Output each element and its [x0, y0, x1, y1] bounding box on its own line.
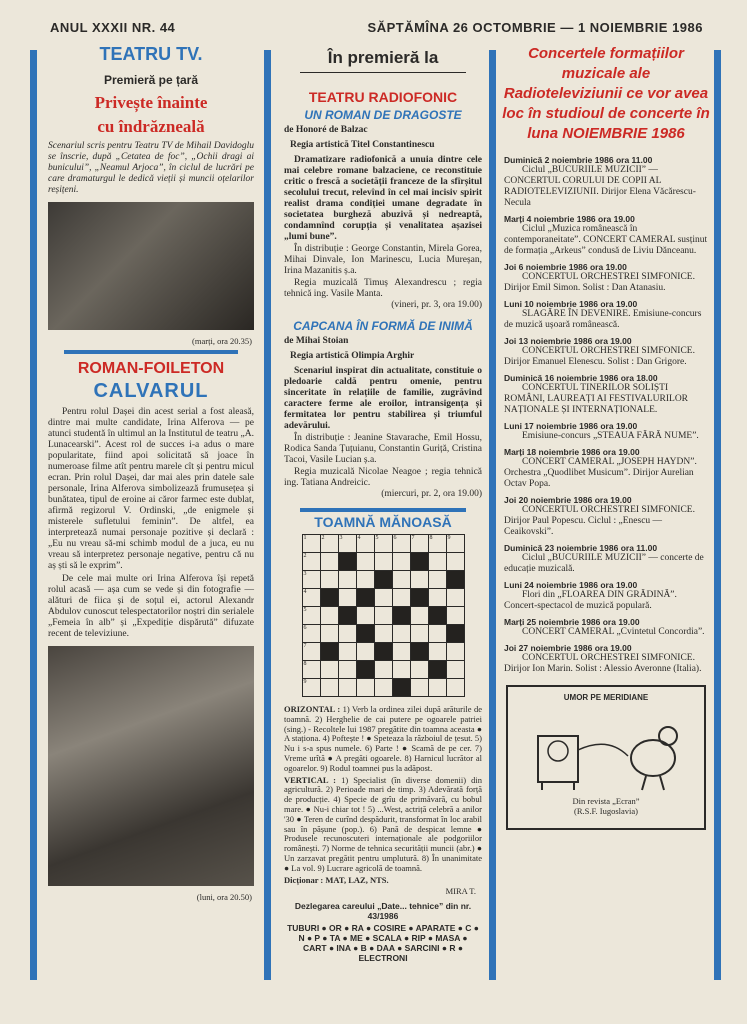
across-clues: 1) Verb la ordinea zilei după arăturile de toamnă. 2) Herghelie de cai putere pe ogoarele patriei (sing.) - Recoltele lui 1987 pregătite din toamna aceasta ● A staționa. 4) Poftește ! ● Speteaza la războiul de țesut. 5) Nu i s-a spus numele. 6) Parte ! ● Scamă de pe cer. 7) Vreme urîtă ● A pregăti ogoarele. 8) Harnicul lucrător al ogoarelor. 9) Rodul toamnei pus la adăpost.: [284, 704, 482, 773]
crossword-grid: 1 2 3 4 5 6 7 8 9 2 3 4 5 6 7 8 9: [302, 534, 465, 697]
play1-author: de Honoré de Balzac: [284, 125, 368, 135]
column-rule-left: [30, 50, 37, 980]
section-rule: [64, 350, 238, 354]
concert-description: CONCERTUL ORCHESTREI SIMFONICE. Dirijor Emil Simon. Solist : Dan Atanasiu.: [504, 272, 695, 293]
concert-description: Emisiune-concurs „STEAUA FĂRĂ NUME”.: [522, 431, 699, 441]
concert-date: Luni 17 noiembrie 1986 ora 19.00: [504, 421, 638, 431]
concert-description: CONCERT CAMERAL „Cvintetul Concordia”.: [522, 627, 705, 637]
week-dates: SĂPTĂMÎNA 26 OCTOMBRIE — 1 NOIEMBRIE 1986: [367, 20, 703, 35]
cartoon-drawing: [508, 706, 708, 796]
concerts-title: Concertele formațiilor muzicale ale Radioteleviziunii ce vor avea loc în studioul de concerte în luna NOIEMBRIE 1986: [502, 45, 710, 142]
tv-theatre-column: [40, 40, 262, 1015]
concert-description: CONCERT CAMERAL „JOSEPH HAYDN”. Orchestra „Quodlibet Musicum”. Dirijor Aurelian Octav Popa.: [504, 457, 697, 489]
concert-date: Joi 13 noiembrie 1986 ora 19.00: [504, 336, 632, 346]
play2-cast: În distribuție : Jeanine Stavarache, Emil Hossu, Rodica Sanda Țuțuianu, Constantin Guriță, Cristina Tacoi, Vasile Lucian ș.a.: [284, 433, 482, 465]
heading-rule: [300, 72, 466, 73]
radio-theatre-column: [280, 40, 486, 1015]
down-label: VERTICAL :: [284, 774, 336, 785]
crossword-title: TOAMNĂ MĂNOASĂ: [314, 514, 452, 530]
issue-number: ANUL XXXII NR. 44: [50, 20, 176, 35]
crossword-down: [280, 774, 486, 874]
concert-description: Flori din „FLOAREA DIN GRĂDINĂ”. Concert-spectacol de muzică populară.: [504, 590, 677, 611]
solution-text: TUBURI ● OR ● RA ● COSIRE ● APARATE ● C ● N ● P ● TA ● ME ● SCALA ● RIP ● MASA ● CART ● INA ● B ● DAA ● SARCINI ● R ● ELECTRONI: [287, 922, 479, 963]
concert-date: Luni 24 noiembrie 1986 ora 19.00: [504, 580, 638, 590]
crossword-author: MIRA T.: [445, 885, 476, 896]
serial-airtime: (luni, ora 20.50): [196, 892, 252, 902]
solution-title: Dezlegarea careului „Date... tehnice” din nr. 43/1986: [294, 900, 472, 921]
concert-description: CONCERTUL ORCHESTREI SIMFONICE. Dirijor Ion Marin. Solist : Alessio Averonne (Italia).: [504, 653, 702, 674]
crossword-across: [280, 701, 486, 774]
play2-airtime: (miercuri, pr. 2, ora 19.00): [381, 489, 482, 499]
serial-photo: [48, 646, 254, 886]
concert-description: Ciclul „BUCURIILE MUZICII” — CONCERTUL CORULUI DE COPII AL RADIOTELEVIZIUNII. Dirijor Elena Văcărescu-Necula: [504, 165, 696, 208]
premiere-kicker: Premieră pe țară: [103, 73, 199, 87]
concert-description: CONCERTUL TINERILOR SOLIȘTI ROMÂNI, LAUREAȚI AI FESTIVALURILOR NAȚIONALE ȘI INTERNAȚIONALE.: [504, 383, 689, 415]
column-rule-mid1: [264, 50, 271, 980]
play-airtime: (marți, ora 20.35): [192, 336, 252, 346]
crossword-dictionary: Dicționar : MAT, LAZ, NTS.: [284, 874, 389, 885]
concert-date: Duminică 16 noiembrie 1986 ora 18.00: [504, 373, 658, 383]
play2-title: CAPCANA ÎN FORMĂ DE INIMĂ: [293, 319, 473, 333]
play2-music: Regia muzicală Nicolae Neagoe ; regia tehnică ing. Tatiana Andreicic.: [284, 467, 482, 488]
play1-cast: În distribuție : George Constantin, Mirela Gorea, Mihai Dinvale, Ion Marinescu, Lucia Mureșan, Irina Mazanitis ș.a.: [284, 244, 482, 276]
play1-title: UN ROMAN DE DRAGOSTE: [304, 108, 462, 122]
play-photo: [48, 202, 254, 330]
concert-date: Duminică 2 noiembrie 1986 ora 11.00: [504, 155, 653, 165]
serial-text-1: Pentru rolul Dașei din acest serial a fost aleasă, dintre mai multe candidate, Irina Alferova — pe atunci studentă în ultimul an la Institutul de teatru „A. Lunacearski”. Acest rol de succes i-a adus o mare popularitate, fiind apoi solicitată să joace în numeroase filme atît pentru marele cît și pentru micul ecran. Prin rolul Dașei, dar mai ales prin datele sale personale, Irina Alferova simbolizează frumusețea și bunătatea, tipul de eroine ai căror farmec este dublat, afirmă regizorul V. Ordinski, „de enigmele și misterele sufletului feminin”. De altfel, ea interpretează numai personaje pozitive și declară : „Eu nu vreau să-mi schimb modul de a juca, eu nu vreau să interpretez personaje negative, pentru că nu aș ști să le exprim”.: [48, 407, 254, 571]
tv-theatre-title: TEATRU TV.: [99, 44, 203, 64]
concerts-column: [500, 40, 712, 1015]
play1-director: Regia artistică Titel Constantinescu: [290, 140, 435, 150]
concert-date: Joi 20 noiembrie 1986 ora 19.00: [504, 495, 632, 505]
page-header: [0, 0, 747, 40]
feuilleton-section: ROMAN-FOILETON: [77, 360, 225, 377]
play1-music: Regia muzicală Timuș Alexandrescu ; regia tehnică ing. Vasile Manta.: [284, 278, 482, 299]
cartoon-source: Din revista „Ecran”: [572, 796, 640, 806]
play2-author: de Mihai Stoian: [284, 336, 349, 346]
column-rule-mid2: [489, 50, 496, 980]
down-clues: 1) Specialist (în diverse domenii) din agricultură. 2) Perioade mari de timp. 3) Adevărată forță de producție. 4) Specie de grîu de primăvară, cu bobul mare. ● Nu-i chiar tot ! 5) ...West, actriță celebră a anilor '30 ● Teren de curînd despădurit, transformat în loc arabil sau în pășune (pop.). 6) Pană de despicat lemne ● Produsele recunoscuteri internaționale ale podgoriilor românești. 7) Norme de tehnica securității muncii (abr.) ● Un zarzavat pregătit pentru umplutură. 8) În unanimitate ● La vol. 9) Lucrare agricolă de toamnă.: [284, 774, 483, 873]
play1-description: Dramatizare radiofonică a unuia dintre cele mai celebre romane balzaciene, ce reconstituie critic o frescă a societății franceze de la sfîrșitul secolului trecut, relevînd în cel mai incisiv spirit realist drama condiției umane degradate în societatea burgheză abuzivă și nedreaptă, condamnînd corupția și venalitatea așazisei „lumi bune”.: [284, 155, 482, 242]
across-label: ORIZONTAL :: [284, 704, 341, 714]
concert-date: Marți 25 noiembrie 1986 ora 19.00: [504, 617, 640, 627]
premiere-heading: În premieră la: [327, 48, 439, 67]
crossword-rule: [300, 508, 466, 512]
cartoon-country: (R.S.F. Iugoslavia): [573, 806, 638, 816]
radio-theatre-section: TEATRU RADIOFONIC: [308, 89, 458, 105]
concert-date: Marți 18 noiembrie 1986 ora 19.00: [504, 447, 640, 457]
play1-airtime: (vineri, pr. 3, ora 19.00): [391, 300, 482, 310]
concert-list: [500, 155, 712, 675]
play-intro: Scenariul scris pentru Teatru TV de Mihail Davidoglu se înscrie, după „Cetatea de foc”, „Ochii dragi ai bunicului”, „Neamul Arjoca”, în ciclul de lucrări pe care dramaturgul le dedică vieții și muncii oțelarilor reșițeni.: [48, 141, 254, 195]
concert-date: Joi 27 noiembrie 1986 ora 19.00: [504, 643, 632, 653]
concert-date: Joi 6 noiembrie 1986 ora 19.00: [504, 262, 627, 272]
concert-date: Duminică 23 noiembrie 1986 ora 11.00: [504, 543, 658, 553]
play-title-line2: cu îndrăzneală: [97, 117, 205, 136]
concert-date: Marți 4 noiembrie 1986 ora 19.00: [504, 214, 635, 224]
cartoon-box: [506, 685, 706, 830]
concert-date: Luni 10 noiembrie 1986 ora 19.00: [504, 299, 638, 309]
serial-title: CALVARUL: [93, 380, 209, 402]
concert-description: Ciclul „BUCURIILE MUZICII” — concerte de educație muzicală.: [504, 553, 704, 574]
play2-description: Scenariul inspirat din actualitate, constituie o pledoarie caldă pentru omenie, pentru sinceritate în relațiile de familie, zugrăvind caractere ferme ale eroilor, intransigența și fermitatea lor pentru stabilirea și triumful adevărului.: [284, 366, 482, 431]
concert-description: Ciclul „Muzica românească în contemporaneitate”. CONCERT CAMERAL susținut de formația „Arkeus” condusă de Liviu Dănceanu.: [504, 224, 708, 256]
cartoon-title: UMOR PE MERIDIANE: [563, 693, 649, 702]
serial-text-2: De cele mai multe ori Irina Alferova își repetă rolul acasă — așa cum se vede și din fotografie — alături de fiica și de soțul ei, actorul Alexandr Abdulov cunoscut telespectatorilor noștri din serialele „Femeia în alb” și „Expediție dispărută” difuzate recent de televiziune.: [48, 574, 254, 639]
concert-description: CONCERTUL ORCHESTREI SIMFONICE. Dirijor Paul Popescu. Ciclul : „Enescu — Ceaikovski”.: [504, 505, 695, 537]
play-title-line1: Privește înainte: [94, 93, 208, 112]
concert-description: SLAGĂRE ÎN DEVENIRE. Emisiune-concurs de muzică ușoară românească.: [504, 309, 702, 330]
play2-director: Regia artistică Olimpia Arghir: [290, 351, 415, 361]
column-rule-right: [714, 50, 721, 980]
concert-description: CONCERTUL ORCHESTREI SIMFONICE. Dirijor Emanuel Elenescu. Solist : Dan Grigore.: [504, 346, 695, 367]
